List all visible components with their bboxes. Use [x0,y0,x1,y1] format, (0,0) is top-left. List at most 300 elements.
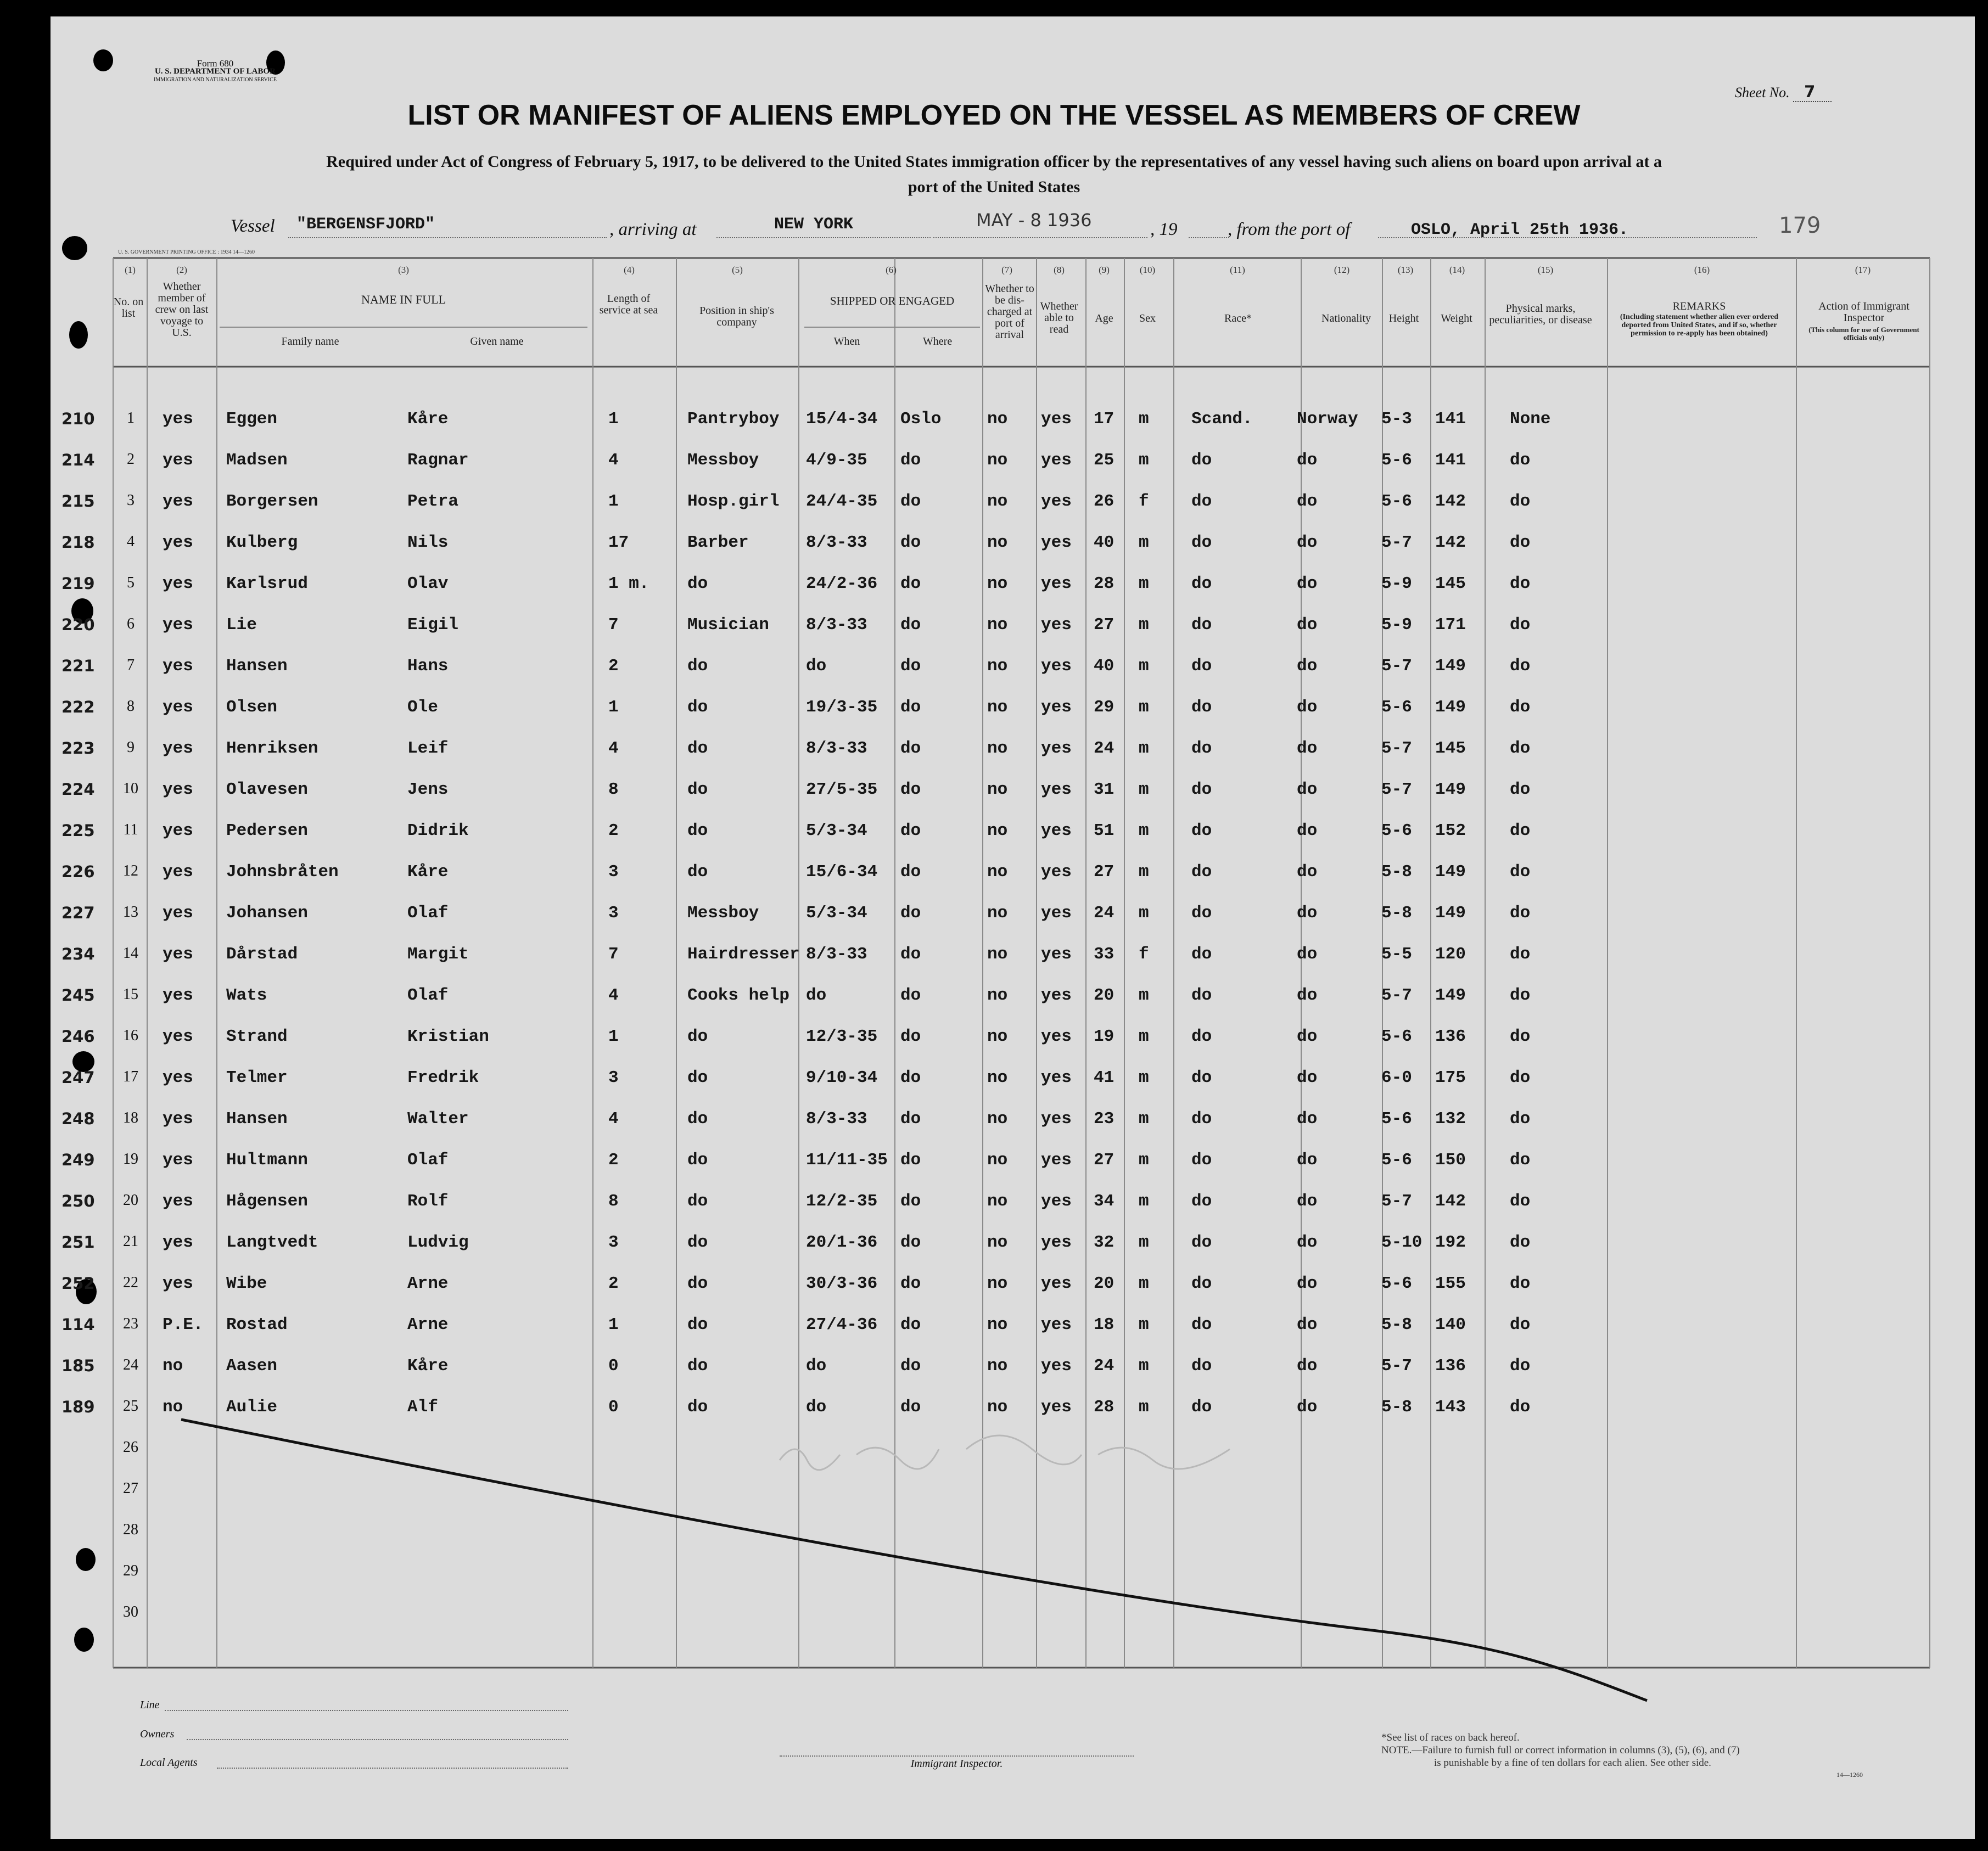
shipped-where: do [900,1151,921,1170]
shipped-when: 20/1-36 [806,1233,878,1252]
age: 26 [1094,492,1115,511]
shipped-where: do [900,904,921,923]
family-name: Hultmann [226,1151,308,1170]
family-name: Borgersen [226,492,318,511]
empty-row-number: 26 [123,1439,138,1456]
column-number: (10) [1139,265,1156,275]
shipped-where: do [900,1398,921,1417]
height: 5-8 [1381,1315,1412,1334]
given-name: Petra [407,492,459,511]
shipped-when: do [806,1356,827,1376]
header-weight: Weight [1441,312,1472,324]
given-name: Hans [407,657,449,676]
list-number: 10 [123,780,138,797]
nationality: do [1297,739,1318,758]
height: 5-7 [1381,657,1412,676]
column-number: (15) [1537,265,1554,275]
given-name: Olaf [407,986,449,1005]
given-name: Margit [407,945,469,964]
crew-last-voyage: no [163,1398,183,1417]
physical-marks: do [1510,615,1531,635]
shipped-when: 15/4-34 [806,410,878,429]
weight: 175 [1435,1068,1466,1087]
list-number: 16 [123,1027,138,1044]
length-of-service: 1 [608,1315,619,1334]
family-name: Kulberg [226,533,298,552]
shipped-where: do [900,986,921,1005]
length-of-service: 1 [608,410,619,429]
age: 34 [1094,1192,1115,1211]
physical-marks: do [1510,492,1531,511]
length-of-service: 1 [608,492,619,511]
list-number: 11 [123,821,138,838]
age: 24 [1094,1356,1115,1376]
margin-number: 219 [61,574,95,593]
height: 5-7 [1381,1356,1412,1376]
list-number: 14 [123,945,138,962]
family-name: Johansen [226,904,308,923]
physical-marks: do [1510,1233,1531,1252]
able-to-read: yes [1041,574,1072,593]
list-number: 15 [123,986,138,1003]
sex: m [1139,533,1149,552]
empty-row-number: 27 [123,1480,138,1497]
family-name: Johnsbråten [226,862,339,882]
height: 5-6 [1381,1274,1412,1293]
shipped-where: Oslo [900,410,942,429]
able-to-read: yes [1041,615,1072,635]
weight: 192 [1435,1233,1466,1252]
able-to-read: yes [1041,492,1072,511]
printing-office-note: U. S. GOVERNMENT PRINTING OFFICE : 1934 14—1260 [118,249,255,255]
nationality: do [1297,1109,1318,1129]
age: 40 [1094,657,1115,676]
shipped-where: do [900,1109,921,1129]
margin-number: 227 [61,904,95,922]
list-number: 24 [123,1356,138,1373]
physical-marks: do [1510,739,1531,758]
nationality: do [1297,574,1318,593]
column-number: (2) [176,265,187,275]
height: 5-7 [1381,739,1412,758]
discharged: no [987,657,1008,676]
owners-label: Owners [140,1728,175,1740]
position: Barber [687,533,749,552]
physical-marks: do [1510,1274,1531,1293]
family-name: Aasen [226,1356,278,1376]
able-to-read: yes [1041,945,1072,964]
empty-row-number: 30 [123,1603,138,1620]
age: 27 [1094,615,1115,635]
family-name: Telmer [226,1068,288,1087]
length-of-service: 3 [608,904,619,923]
position: Messboy [687,451,759,470]
sex: m [1139,410,1149,429]
length-of-service: 1 [608,1027,619,1046]
weight: 149 [1435,986,1466,1005]
sex: m [1139,904,1149,923]
race: do [1191,1356,1212,1376]
shipped-when: 24/2-36 [806,574,878,593]
margin-number: 249 [61,1151,95,1169]
length-of-service: 2 [608,657,619,676]
column-number: (11) [1230,265,1245,275]
discharged: no [987,492,1008,511]
race: do [1191,1027,1212,1046]
race: do [1191,698,1212,717]
crew-last-voyage: yes [163,780,193,799]
nationality: do [1297,615,1318,635]
height: 5-6 [1381,1109,1412,1129]
shipped-where: do [900,1315,921,1334]
shipped-where: do [900,698,921,717]
list-number: 23 [123,1315,138,1332]
empty-row-number: 29 [123,1562,138,1579]
position: do [687,1233,708,1252]
arriving-port: NEW YORK [774,215,854,234]
discharged: no [987,1233,1008,1252]
shipped-where: do [900,533,921,552]
family-name: Langtvedt [226,1233,318,1252]
family-name: Hansen [226,657,288,676]
given-name: Nils [407,533,449,552]
nationality: do [1297,1315,1318,1334]
age: 17 [1094,410,1115,429]
able-to-read: yes [1041,1027,1072,1046]
crew-last-voyage: yes [163,862,193,882]
position: do [687,1398,708,1417]
nationality: do [1297,1233,1318,1252]
given-name: Jens [407,780,449,799]
shipped-when: 5/3-34 [806,904,867,923]
sex: m [1139,1151,1149,1170]
nationality: do [1297,945,1318,964]
discharged: no [987,698,1008,717]
header-shipped-engaged: SHIPPED OR ENGAGED [830,294,955,307]
position: do [687,1068,708,1087]
faint-signature [780,1435,1230,1470]
age: 28 [1094,574,1115,593]
discharged: no [987,1109,1008,1129]
sex: m [1139,862,1149,882]
position: do [687,1192,708,1211]
discharged: no [987,1192,1008,1211]
discharged: no [987,1274,1008,1293]
age: 33 [1094,945,1115,964]
shipped-when: 11/11-35 [806,1151,888,1170]
age: 31 [1094,780,1115,799]
subtitle-line-2: port of the United States [908,178,1080,196]
family-name: Strand [226,1027,288,1046]
able-to-read: yes [1041,451,1072,470]
column-number: (4) [624,265,635,275]
able-to-read: yes [1041,1356,1072,1376]
able-to-read: yes [1041,1315,1072,1334]
stamp-number: 179 [1779,213,1821,238]
weight: 152 [1435,821,1466,840]
height: 5-9 [1381,574,1412,593]
weight: 132 [1435,1109,1466,1129]
length-of-service: 7 [608,615,619,635]
vessel-name: "BERGENSFJORD" [296,215,435,234]
sex: m [1139,1356,1149,1376]
physical-marks: do [1510,986,1531,1005]
length-of-service: 3 [608,1068,619,1087]
family-name: Olsen [226,698,278,717]
height: 5-3 [1381,410,1412,429]
race: do [1191,1315,1212,1334]
age: 40 [1094,533,1115,552]
shipped-when: 5/3-34 [806,821,867,840]
crew-last-voyage: yes [163,1233,193,1252]
height: 5-7 [1381,986,1412,1005]
shipped-when: 12/2-35 [806,1192,878,1211]
margin-number: 221 [61,657,95,675]
crew-last-voyage: yes [163,657,193,676]
margin-number: 252 [61,1274,95,1293]
date-stamp: MAY - 8 1936 [976,210,1092,231]
line-label: Line [140,1699,160,1711]
race: do [1191,533,1212,552]
length-of-service: 3 [608,862,619,882]
race-note: *See list of races on back hereof. [1381,1732,1520,1743]
nationality: do [1297,821,1318,840]
from-port-label: , from the port of [1228,220,1351,239]
discharged: no [987,986,1008,1005]
shipped-where: do [900,492,921,511]
physical-marks: do [1510,1027,1531,1046]
given-name: Fredrik [407,1068,479,1087]
able-to-read: yes [1041,698,1072,717]
age: 18 [1094,1315,1115,1334]
family-name: Wats [226,986,267,1005]
position: do [687,780,708,799]
weight: 145 [1435,574,1466,593]
physical-marks: do [1510,1151,1531,1170]
list-number: 6 [127,615,135,632]
race: do [1191,574,1212,593]
discharged: no [987,1398,1008,1417]
given-name: Ole [407,698,438,717]
race: do [1191,1068,1212,1087]
physical-marks: do [1510,904,1531,923]
nationality: Norway [1297,410,1358,429]
list-number: 1 [127,410,135,427]
discharged: no [987,862,1008,882]
height: 6-0 [1381,1068,1412,1087]
list-number: 7 [127,657,135,674]
able-to-read: yes [1041,862,1072,882]
sex: m [1139,780,1149,799]
weight: 136 [1435,1027,1466,1046]
given-name: Olaf [407,1151,449,1170]
given-name: Kristian [407,1027,489,1046]
height: 5-7 [1381,533,1412,552]
shipped-when: 8/3-33 [806,739,867,758]
height: 5-8 [1381,1398,1412,1417]
height: 5-7 [1381,780,1412,799]
family-name: Henriksen [226,739,318,758]
list-number: 9 [127,739,135,756]
able-to-read: yes [1041,1068,1072,1087]
margin-number: 189 [61,1398,95,1416]
physical-marks: do [1510,533,1531,552]
header-position: Position in ship's company [699,305,774,328]
discharged: no [987,533,1008,552]
sex: m [1139,821,1149,840]
able-to-read: yes [1041,1151,1072,1170]
race: do [1191,1274,1212,1293]
column-number: (17) [1855,265,1871,275]
race: do [1191,492,1212,511]
position: do [687,1151,708,1170]
given-name: Olaf [407,904,449,923]
shipped-where: do [900,1068,921,1087]
discharged: no [987,1068,1008,1087]
sex: m [1139,657,1149,676]
margin-number: 218 [61,533,95,552]
family-name: Eggen [226,410,278,429]
age: 24 [1094,739,1115,758]
length-of-service: 2 [608,821,619,840]
age: 32 [1094,1233,1115,1252]
crew-last-voyage: yes [163,698,193,717]
shipped-where: do [900,574,921,593]
nationality: do [1297,698,1318,717]
given-name: Ragnar [407,451,469,470]
list-number: 22 [123,1274,138,1291]
given-name: Rolf [407,1192,449,1211]
height: 5-5 [1381,945,1412,964]
race: do [1191,1192,1212,1211]
height: 5-6 [1381,492,1412,511]
list-number: 17 [123,1068,138,1085]
margin-number: 210 [61,410,95,428]
family-name: Lie [226,615,257,635]
shipped-where: do [900,945,921,964]
able-to-read: yes [1041,1398,1072,1417]
list-number: 25 [123,1398,138,1415]
sex: m [1139,698,1149,717]
position: do [687,574,708,593]
page-title: LIST OR MANIFEST OF ALIENS EMPLOYED ON THE VESSEL AS MEMBERS OF CREW [407,99,1581,131]
weight: 136 [1435,1356,1466,1376]
shipped-when: 19/3-35 [806,698,878,717]
discharged: no [987,451,1008,470]
weight: 149 [1435,904,1466,923]
physical-marks: do [1510,1315,1531,1334]
sheet-label: Sheet No. [1735,85,1790,100]
race: do [1191,1109,1212,1129]
crew-last-voyage: yes [163,533,193,552]
height: 5-6 [1381,1027,1412,1046]
race: do [1191,780,1212,799]
height: 5-6 [1381,698,1412,717]
margin-number: 185 [61,1356,95,1375]
shipped-when: 8/3-33 [806,615,867,635]
margin-number: 251 [61,1233,95,1252]
given-name: Kåre [407,410,449,429]
shipped-when: do [806,1398,827,1417]
header-nationality: Nationality [1321,312,1371,324]
shipped-where: do [900,1233,921,1252]
discharged: no [987,1151,1008,1170]
header-where: Where [922,335,953,347]
family-name: Olavesen [226,780,308,799]
list-number: 20 [123,1192,138,1209]
nationality: do [1297,862,1318,882]
able-to-read: yes [1041,1192,1072,1211]
shipped-when: 27/5-35 [806,780,878,799]
age: 51 [1094,821,1115,840]
list-number: 4 [127,533,135,550]
physical-marks: do [1510,574,1531,593]
weight: 149 [1435,862,1466,882]
shipped-when: 15/6-34 [806,862,878,882]
physical-marks: do [1510,657,1531,676]
shipped-when: 27/4-36 [806,1315,878,1334]
physical-marks: do [1510,1068,1531,1087]
family-name: Pedersen [226,821,308,840]
discharged: no [987,574,1008,593]
shipped-when: do [806,657,827,676]
shipped-where: do [900,657,921,676]
header-age: Age [1095,312,1113,324]
shipped-where: do [900,1027,921,1046]
nationality: do [1297,780,1318,799]
header-name-in-full: NAME IN FULL [361,293,446,306]
column-number: (3) [398,265,409,275]
margin-number: 247 [61,1068,95,1087]
sex: m [1139,1274,1149,1293]
given-name: Didrik [407,821,469,840]
length-of-service: 4 [608,1109,619,1129]
shipped-where: do [900,615,921,635]
position: Cooks help [687,986,790,1005]
given-name: Arne [407,1315,449,1334]
crew-last-voyage: yes [163,1027,193,1046]
crew-last-voyage: yes [163,945,193,964]
arriving-label: , arriving at [609,220,697,239]
header-able-to-read: Whether able to read [1040,300,1078,335]
header-action-note: (This column for use of Government officials only) [1808,326,1919,341]
shipped-where: do [900,1274,921,1293]
margin-number: 114 [61,1315,95,1334]
shipped-when: 8/3-33 [806,945,867,964]
length-of-service: 0 [608,1356,619,1376]
weight: 143 [1435,1398,1466,1417]
sex: m [1139,1233,1149,1252]
family-name: Hansen [226,1109,288,1129]
able-to-read: yes [1041,986,1072,1005]
crew-last-voyage: yes [163,904,193,923]
position: Messboy [687,904,759,923]
height: 5-6 [1381,1151,1412,1170]
form-code: 14—1260 [1836,1771,1863,1779]
column-number: (14) [1449,265,1465,275]
position: do [687,1274,708,1293]
header-sex: Sex [1139,312,1156,324]
header-when: When [833,335,860,347]
weight: 142 [1435,533,1466,552]
race: do [1191,862,1212,882]
list-number: 13 [123,904,138,921]
race: do [1191,739,1212,758]
position: Musician [687,615,769,635]
given-name: Ludvig [407,1233,469,1252]
header-height: Height [1388,312,1419,324]
position: Hosp.girl [687,492,780,511]
